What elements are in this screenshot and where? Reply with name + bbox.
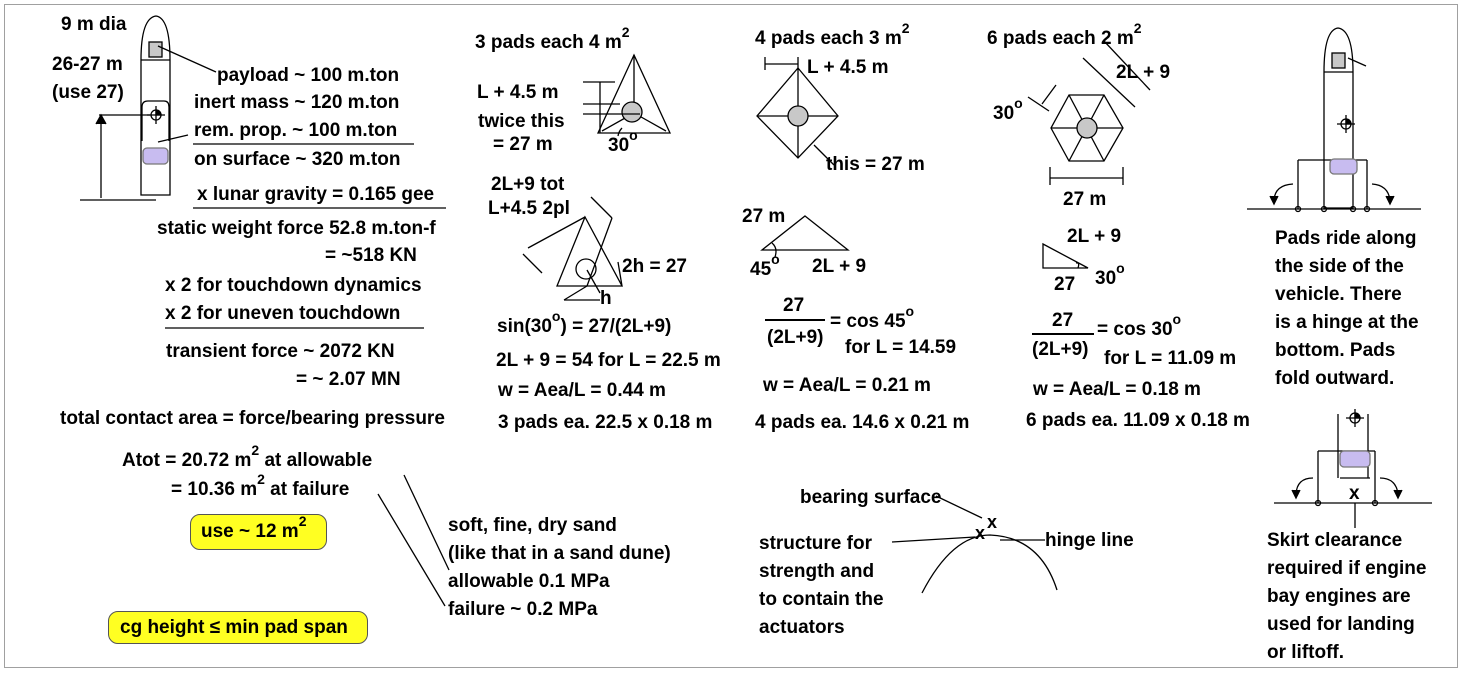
static-kn-label: = ~518 KN	[325, 245, 417, 266]
pads4-l-label: L + 4.5 m	[807, 57, 889, 78]
pads-note-line4: is a hinge at the	[1275, 312, 1419, 333]
pads3-pl-label: L+4.5 2pl	[488, 198, 570, 219]
use-area-label: use ~ 12 $m^2$	[201, 512, 307, 542]
lunar-gravity-label: x lunar gravity = 0.165 gee	[197, 184, 435, 205]
pads-note-line5: bottom. Pads	[1275, 340, 1396, 361]
pads-note-line3: vehicle. There	[1275, 284, 1402, 305]
total-contact-label: total contact area = force/bearing pressure	[60, 408, 445, 429]
pads6-den: (2L+9)	[1032, 339, 1089, 360]
pads6-cos-label: = cos 30$^o$	[1097, 310, 1182, 340]
skirt-note-line3: bay engines are	[1267, 586, 1411, 607]
sand-line2: (like that in a sand dune)	[448, 543, 671, 564]
pads4-w-label: w = Aea/L = 0.21 m	[763, 375, 931, 396]
hinge-line-label: hinge line	[1045, 530, 1134, 551]
pads-note-line6: fold outward.	[1275, 368, 1395, 389]
diameter-label: 9 m dia	[61, 14, 127, 35]
structure-line4: actuators	[759, 617, 845, 638]
pads6-title: 6 pads each 2 $m^2$	[987, 19, 1142, 49]
pads6-w-label: w = Aea/L = 0.18 m	[1033, 379, 1201, 400]
pads3-tot-label: 2L+9 tot	[491, 174, 565, 195]
pads6-tri-angle-label: 30$^o$	[1095, 259, 1125, 289]
sand-line1: soft, fine, dry sand	[448, 515, 617, 536]
sand-allowable: allowable 0.1 MPa	[448, 571, 610, 592]
pads4-fraction-bar	[765, 319, 825, 321]
hinge-x1: x	[975, 523, 986, 543]
pads4-cos-label: = cos 45$^o$	[830, 302, 915, 332]
x2-dynamics-label: x 2 for touchdown dynamics	[165, 275, 422, 296]
pads-note-line2: the side of the	[1275, 256, 1404, 277]
pads3-title: 3 pads each 4 $m^2$	[475, 23, 630, 53]
payload-label: payload ~ 100 m.ton	[217, 65, 400, 86]
static-weight-label: static weight force 52.8 m.ton-f	[157, 218, 436, 239]
pads3-twice-label: twice this	[478, 111, 565, 132]
pads3-pads-label: 3 pads ea. 22.5 x 0.18 m	[498, 412, 713, 433]
skirt-x-label: x	[1349, 483, 1360, 504]
pads4-2l9-label: 2L + 9	[812, 256, 867, 277]
height-use-label: (use 27)	[52, 82, 124, 103]
pads3-h27-label: 2h = 27	[622, 256, 687, 277]
rocket-right-skirt	[1274, 409, 1432, 528]
pads4-pads-label: 4 pads ea. 14.6 x 0.21 m	[755, 412, 970, 433]
pads6-pads-label: 6 pads ea. 11.09 x 0.18 m	[1026, 410, 1250, 431]
rocket-right	[1247, 28, 1421, 212]
pads3-sin-label: $\sin(30^o) = 27/(2L+9)$	[497, 307, 672, 337]
bearing-surface-label: bearing surface	[800, 487, 942, 508]
hinge-x2: x	[987, 512, 998, 532]
pads3-diagram	[583, 55, 670, 136]
pads6-angle-label: 30$^o$	[993, 94, 1023, 124]
inert-mass-label: inert mass ~ 120 m.ton	[194, 92, 400, 113]
height-label: 26-27 m	[52, 54, 123, 75]
pads3-l-label: L + 4.5 m	[477, 82, 559, 103]
skirt-note-line4: used for landing	[1267, 614, 1415, 635]
skirt-note-line5: or liftoff.	[1267, 642, 1345, 663]
pads4-forl-label: for L = 14.59	[845, 337, 957, 358]
structure-line2: strength and	[759, 561, 875, 582]
on-surface-label: on surface ~ 320 m.ton	[194, 149, 401, 170]
pads3-h-label: h	[600, 288, 612, 309]
transient-mn-label: = ~ 2.07 MN	[296, 369, 401, 390]
pads3-angle-label: 30$^o$	[608, 126, 638, 156]
pads6-2l9-label: 2L + 9	[1116, 62, 1171, 83]
pads3-w-label: w = Aea/L = 0.44 m	[498, 380, 666, 401]
pads3-eq27-label: = 27 m	[493, 134, 553, 155]
pads4-num: 27	[783, 295, 805, 316]
pads6-27m-label: 27 m	[1063, 189, 1107, 210]
structure-line1: structure for	[759, 533, 872, 554]
pads6-forl-label: for L = 11.09 m	[1104, 348, 1237, 369]
pads-note-line1: Pads ride along	[1275, 228, 1417, 249]
skirt-note-line1: Skirt clearance	[1267, 530, 1403, 551]
atot-failure-label: = 10.36 $m^2$ at failure	[171, 470, 350, 500]
pads4-this-label: this = 27 m	[826, 154, 925, 175]
hinge-detail	[892, 496, 1057, 593]
cg-rule-label: cg height ≤ min pad span	[120, 617, 348, 638]
rem-prop-label: rem. prop. ~ 100 m.ton	[194, 120, 398, 141]
pads3-eq-label: 2L + 9 = 54 for L = 22.5 m	[496, 350, 721, 371]
skirt-note-line2: required if engine	[1267, 558, 1427, 579]
sand-failure: failure ~ 0.2 MPa	[448, 599, 598, 620]
pads4-27m-label: 27 m	[742, 206, 786, 227]
x2-uneven-label: x 2 for uneven touchdown	[165, 303, 401, 324]
pads6-fraction-bar	[1032, 333, 1094, 335]
pads4-title: 4 pads each 3 $m^2$	[755, 19, 910, 49]
pads4-angle-label: 45$^o$	[750, 250, 780, 280]
structure-line3: to contain the	[759, 589, 884, 610]
pads6-tri-l-label: 2L + 9	[1067, 226, 1122, 247]
pads4-den: (2L+9)	[767, 327, 824, 348]
pads6-num: 27	[1052, 310, 1074, 331]
pads6-tri-27-label: 27	[1054, 274, 1076, 295]
atot-allowable-label: Atot = 20.72 $m^2$ at allowable	[122, 441, 373, 471]
transient-force-label: transient force ~ 2072 KN	[166, 341, 395, 362]
